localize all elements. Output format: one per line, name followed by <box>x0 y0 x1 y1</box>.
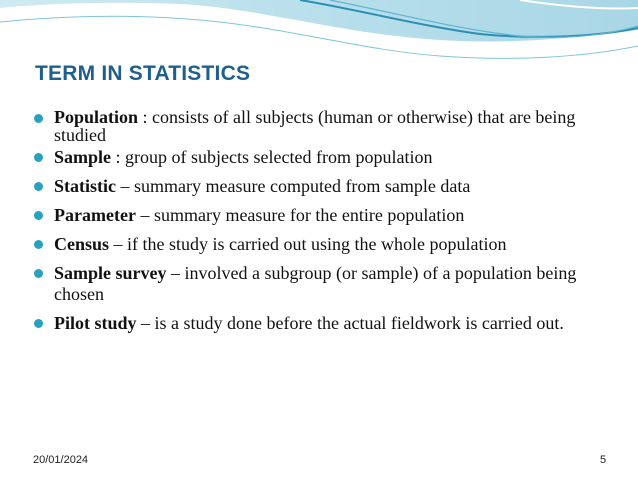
bullet-text: : consists of all subjects (human or otherwise) that are being studied <box>54 107 576 145</box>
bullet-item <box>32 176 602 197</box>
bullet-icon <box>34 114 43 123</box>
bullet-item <box>32 234 602 255</box>
bullet-term: Population <box>54 107 139 127</box>
bullet-item <box>32 313 602 334</box>
bullet-text: : group of subjects selected from population <box>111 147 433 167</box>
bullet-text: – is a study done before the actual fieldwork is carried out. <box>136 313 564 333</box>
slide-title: TERM IN STATISTICS <box>35 62 251 85</box>
bullet-icon <box>34 211 43 220</box>
bullet-item <box>32 205 602 226</box>
bullet-icon <box>34 240 43 249</box>
bullet-text: – summary measure for the entire population <box>135 205 465 225</box>
bullet-item <box>32 147 602 168</box>
bullet-term: Census <box>54 234 110 254</box>
bullet-icon <box>34 269 43 278</box>
bullet-term: Sample <box>54 147 112 167</box>
bullet-term: Parameter <box>54 205 136 225</box>
bullet-term: Pilot study <box>54 313 137 333</box>
header-decoration <box>0 0 638 70</box>
bullet-item <box>32 263 602 305</box>
bullet-list <box>32 108 602 342</box>
bullet-icon <box>34 319 43 328</box>
bullet-text: – if the study is carried out using the whole population <box>109 234 507 254</box>
bullet-text: – summary measure computed from sample data <box>116 176 471 196</box>
footer-date: 20/01/2024 <box>33 454 89 466</box>
bullet-icon <box>34 182 43 191</box>
bullet-term: Statistic <box>54 176 116 196</box>
bullet-text: – involved a subgroup (or sample) of a population being chosen <box>54 263 577 304</box>
bullet-item <box>32 108 602 144</box>
footer-page-number: 5 <box>600 454 607 466</box>
bullet-term: Sample survey <box>54 263 167 283</box>
bullet-icon <box>34 153 43 162</box>
